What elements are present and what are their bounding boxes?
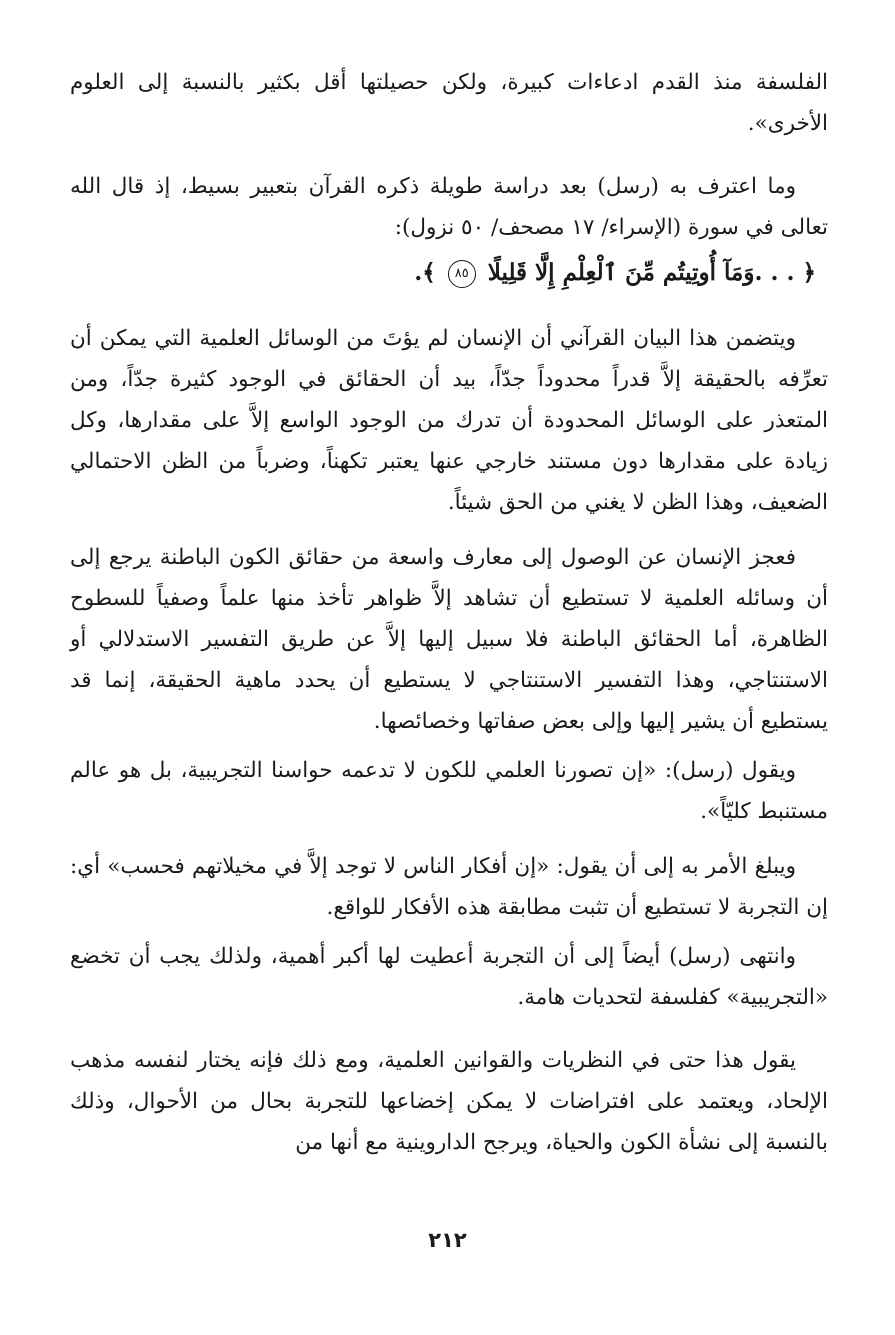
paragraph-8: يقول هذا حتى في النظريات والقوانين العلمية، ومع ذلك فإنه يختار لنفسه مذهب الإلحاد، ويعتمد على افتراضات لا يمكن إخضاعها للتجربة بحال من الأحوال، وذلك بالنسبة إلى نشأة الكون والحياة، ويرجح الداروينية مع أنها من <box>70 1048 828 1155</box>
book-page <box>70 62 828 1262</box>
verse-number-marker: ٨٥ <box>448 260 476 288</box>
paragraph-3: ويتضمن هذا البيان القرآني أن الإنسان لم يؤتَ من الوسائل العلمية التي يمكن أن تعرِّفه بالحقيقة إلاَّ قدراً محدوداً جدّاً، بيد أن الحقائق في الوجود كثيرة جدّاً، ومن المتعذر على الوسائل المحدودة أن تدرك من الوجود الواسع إلاَّ على مقدارها، وكل زيادة على مقدارها دون مستند خارجي عنها يعتبر تكهناً، وضرباً من الظن الاحتمالي الضعيف، وهذا الظن لا يغني من الحق شيئاً. <box>70 326 828 515</box>
paragraph-1: الفلسفة منذ القدم ادعاءات كبيرة، ولكن حصيلتها أقل بكثير بالنسبة إلى العلوم الأخرى». <box>70 70 828 136</box>
paragraph-7: وانتهى (رسل) أيضاً إلى أن التجربة أعطيت لها أكبر أهمية، ولذلك يجب أن تخضع «التجريبية» كفلسفة لتحديات هامة. <box>70 944 828 1010</box>
paragraph-4: فعجز الإنسان عن الوصول إلى معارف واسعة من حقائق الكون الباطنة يرجع إلى أن وسائله العلمية لا تستطيع أن تشاهد إلاَّ ظواهر تأخذ منها علماً وصفياً للسطوح الظاهرة، أما الحقائق الباطنة فلا سبيل إليها إلاَّ عن طريق التفسير الاستدلالي أو الاستنتاجي، وهذا التفسير الاستنتاجي لا يستطيع أن يحدد ماهية الحقيقة، إنما قد يستطيع أن يشير إليها وإلى بعض صفاتها وخصائصها. <box>70 545 828 734</box>
page-number: ٢١٢ <box>428 1228 467 1252</box>
verse-close-bracket: ﴾. <box>414 259 436 286</box>
paragraph-5: ويقول (رسل): «إن تصورنا العلمي للكون لا تدعمه حواسنا التجريبية، بل هو عالم مستنبط كليّاً». <box>70 758 828 824</box>
paragraph-6: ويبلغ الأمر به إلى أن يقول: «إن أفكار الناس لا توجد إلاَّ في مخيلاتهم فحسب» أي: إن التجربة لا تستطيع أن تثبت مطابقة هذه الأفكار للواقع. <box>70 854 828 920</box>
verse-open-bracket: ﴿ <box>802 259 816 286</box>
quran-verse <box>70 250 828 296</box>
paragraph-2: وما اعترف به (رسل) بعد دراسة طويلة ذكره القرآن بتعبير بسيط، إذ قال الله تعالى في سورة (الإسراء/ ١٧ مصحف/ ٥٠ نزول): <box>70 174 828 240</box>
verse-text: . . .وَمَآ أُوتِيتُم مِّنَ ٱلْعِلْمِ إِلَّا قَلِيلًا <box>487 259 795 286</box>
